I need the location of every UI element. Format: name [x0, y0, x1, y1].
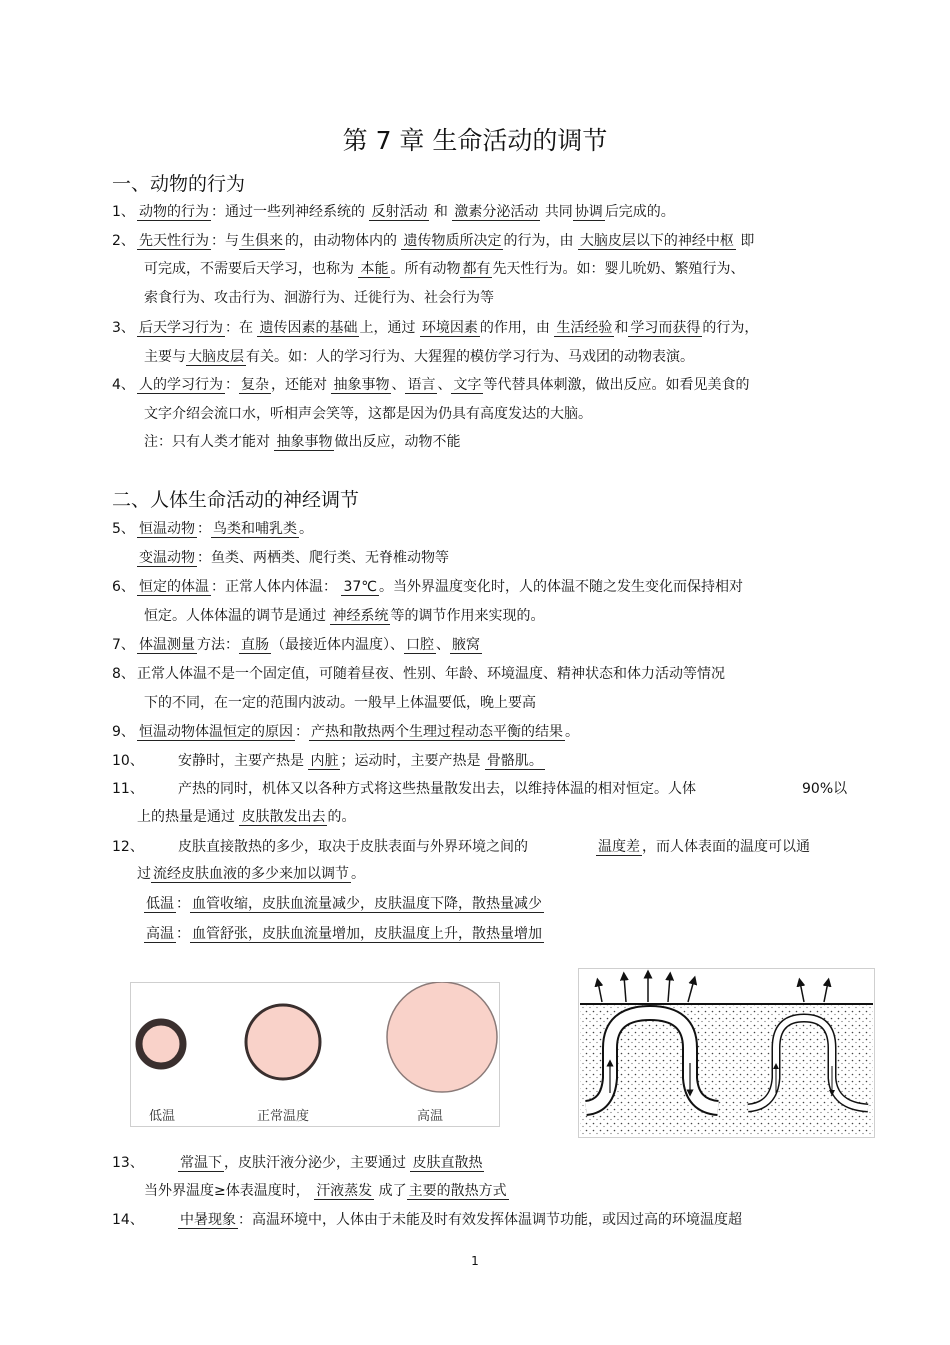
item-number: 1、: [112, 204, 135, 220]
vessel-circle-normal: [246, 1005, 320, 1079]
item-line: 变温动物 ：鱼类、两栖类、爬行类、无脊椎动物等: [139, 550, 449, 566]
item-line: 常温下 ，皮肤汗液分泌少，主要通过 皮肤直散热: [180, 1155, 483, 1171]
item-number: 7、: [112, 637, 135, 653]
item-line: 主要与 大脑皮层 有关。如：人的学习行为、大猩猩的模仿学习行为、马戏团的动物表演。: [144, 349, 694, 365]
item-number: 2、: [112, 233, 135, 249]
item-number: 5、: [112, 521, 135, 537]
item-line: 安静时，主要产热是 内脏 ；运动时，主要产热是 骨骼肌。: [178, 753, 543, 769]
item-number: 8、: [112, 666, 135, 682]
document-title: 第 7 章 生命活动的调节: [342, 126, 608, 155]
item-line: 可完成，不需要后天学习，也称为 本能 。所有动物 都有 先天性行为。如：婴儿吮奶、繁殖行为、: [144, 261, 745, 277]
item-line: 高温 ： 血管舒张，皮肤血流量增加，皮肤温度上升，散热量增加: [146, 926, 542, 942]
item-number: 10、: [112, 753, 144, 769]
item-line: 恒定。人体体温的调节是通过 神经系统 等的调节作用来实现的。: [144, 608, 545, 624]
item-line: 注：只有人类才能对 抽象事物 做出反应，动物不能: [144, 434, 461, 450]
item-line: 当外界温度≥体表温度时， 汗液蒸发 成了 主要的散热方式: [144, 1183, 507, 1199]
section-heading: 一、动物的行为: [112, 173, 246, 195]
item-line: 动物的行为 ：通过一些列神经系统的 反射活动 和 激素分泌活动 共同 协调 后完成的。: [139, 204, 675, 220]
item-line: 下的不同，在一定的范围内波动。一般早上体温要低，晚上要高: [144, 695, 536, 711]
caption-high: 高温: [416, 1109, 444, 1124]
item-number: 11、: [112, 781, 144, 797]
item-line: 恒定的体温 ：正常人体内体温： 37℃ 。当外界温度变化时，人的体温不随之发生变化而保持相对: [139, 579, 743, 595]
item-line: 恒温动物体温恒定的原因 ： 产热和散热两个生理过程动态平衡的结果 。: [139, 724, 579, 740]
item-number: 13、: [112, 1155, 144, 1171]
item-line: 后天学习行为 ：在 遗传因素的基础 上，通过 环境因素 的作用，由 生活经验 和 学习而获得 的行为，: [139, 320, 759, 336]
item-number: 14、: [112, 1212, 144, 1228]
item-line: 体温测量 方法： 直肠 （最接近体内温度）、 口腔 、 腋窝: [139, 637, 480, 653]
vessel-circle-low: [139, 1022, 183, 1066]
caption-normal: 正常温度: [256, 1109, 310, 1124]
item-line: 温度差 ，而人体表面的温度可以通: [598, 839, 810, 855]
item-line: 先天性行为 ：与 生俱来 的，由动物体内的 遗传物质所决定 的行为，由 大脑皮层以下的神经中枢 即: [139, 233, 755, 249]
item-line: 文字介绍会流口水，听相声会笑等，这都是因为仍具有高度发达的大脑。: [144, 406, 592, 422]
vessel-circle-high: [387, 982, 497, 1092]
item-line: 低温 ： 血管收缩，皮肤血流量减少，皮肤温度下降，散热量减少: [146, 896, 542, 912]
caption-low: 低温: [148, 1109, 176, 1124]
item-number: 3、: [112, 320, 135, 336]
skin-blood-flow-figure: [578, 968, 875, 1138]
section-heading: 二、人体生命活动的神经调节: [112, 489, 360, 511]
item-number: 4、: [112, 377, 135, 393]
item-line: 产热的同时，机体又以各种方式将这些热量散发出去，以维持体温的相对恒定。人体: [178, 781, 696, 797]
item-line: 索食行为、攻击行为、洄游行为、迁徙行为、社会行为等: [144, 290, 494, 306]
item-number: 6、: [112, 579, 135, 595]
item-line: 恒温动物 ： 鸟类和哺乳类 。: [139, 521, 313, 537]
item-number: 9、: [112, 724, 135, 740]
item-number: 12、: [112, 839, 144, 855]
item-line: 正常人体温不是一个固定值，可随着昼夜、性别、年龄、环境温度、精神状态和体力活动等情况: [137, 666, 725, 682]
item-line: 上的热量是通过 皮肤散发出去 的。: [137, 809, 356, 825]
item-line: 人的学习行为 ： 复杂 ，还能对 抽象事物 、 语言 、 文字 等代替具体刺激，做出反应。如看见美食的: [139, 377, 750, 393]
vessel-diameter-figure: [130, 982, 500, 1127]
item-line: 过 流经皮肤血液的多少来加以调节 。: [137, 866, 365, 882]
item-line: 中暑现象 ：高温环境中，人体由于未能及时有效发挥体温调节功能，或因过高的环境温度超: [180, 1212, 742, 1228]
item-line: 皮肤直接散热的多少，取决于皮肤表面与外界环境之间的: [178, 839, 528, 855]
page-number: 1: [471, 1254, 479, 1268]
item-line: 90%以: [802, 781, 848, 797]
